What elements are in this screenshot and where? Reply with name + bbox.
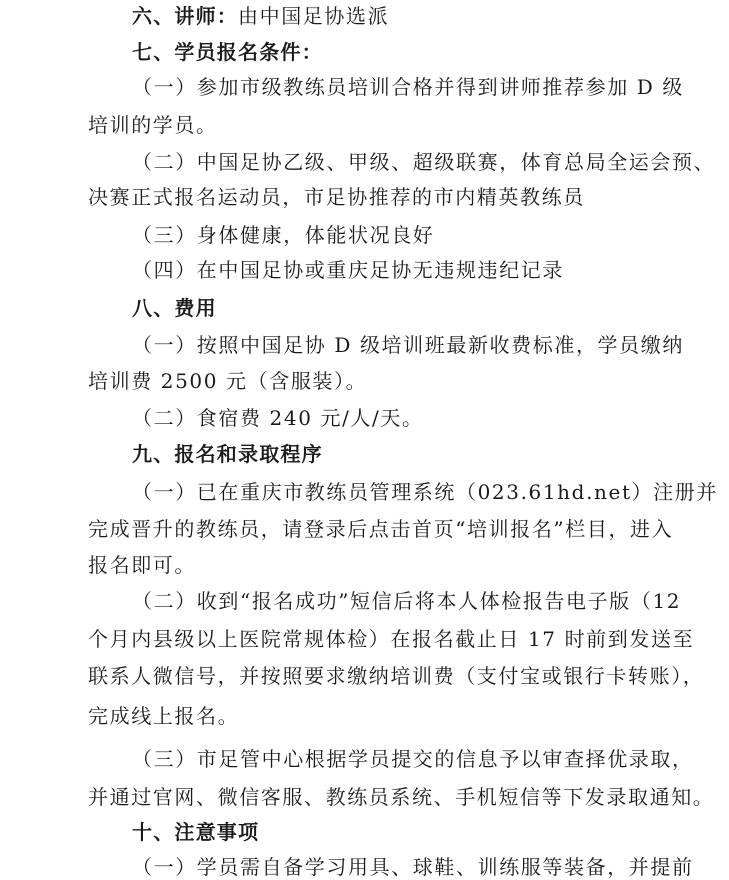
section7-item3: （三）身体健康，体能状况良好: [132, 223, 435, 247]
section8-item2: （二）食宿费 240 元/人/天。: [132, 406, 424, 430]
section9-item2-line4: 完成线上报名。: [88, 704, 240, 728]
section6-heading: 六、讲师：: [132, 4, 238, 28]
section9-item2-line2: 个月内县级以上医院常规体检）在报名截止日 17 时前到发送至: [88, 627, 695, 651]
section8-heading: 八、费用: [132, 296, 217, 320]
section9-item1-line2: 完成晋升的教练员，请登录后点击首页“培训报名”栏目，进入: [88, 517, 674, 541]
section10-heading: 十、注意事项: [132, 820, 260, 844]
section9-item2-line1: （二）收到“报名成功”短信后将本人体检报告电子版（12: [132, 589, 682, 613]
section7-heading: 七、学员报名条件：: [132, 40, 323, 64]
section8-item1-line2: 培训费 2500 元（含服装）。: [88, 369, 368, 393]
section9-item1-line1: （一）已在重庆市教练员管理系统（023.61hd.net）注册并: [132, 480, 718, 504]
section7-item1-line2: 培训的学员。: [88, 113, 218, 137]
section9-item3-line1: （三）市足管中心根据学员提交的信息予以审查择优录取，: [132, 747, 694, 771]
section9-item1-line3: 报名即可。: [88, 553, 196, 577]
section9-heading: 九、报名和录取程序: [132, 442, 323, 466]
section6-text: 由中国足协选派: [238, 4, 390, 28]
section9-item2-line3: 联系人微信号，并按照要求缴纳培训费（支付宝或银行卡转账），: [88, 664, 705, 688]
section8-item1-line1: （一）按照中国足协 D 级培训班最新收费标准，学员缴纳: [132, 333, 684, 357]
section10-item1-line1: （一）学员需自备学习用具、球鞋、训练服等装备，并提前: [132, 855, 694, 879]
section7-item4: （四）在中国足协或重庆足协无违规违纪记录: [132, 258, 564, 282]
section6-line: [132, 4, 389, 28]
section9-item3-line2: 并通过官网、微信客服、教练员系统、手机短信等下发录取通知。: [88, 785, 715, 809]
section7-item2-line2: 决赛正式报名运动员，市足协推荐的市内精英教练员: [88, 185, 585, 209]
section7-item2-line1: （二）中国足协乙级、甲级、超级联赛，体育总局全运会预、: [132, 150, 716, 174]
section7-item1-line1: （一）参加市级教练员培训合格并得到讲师推荐参加 D 级: [132, 75, 684, 99]
